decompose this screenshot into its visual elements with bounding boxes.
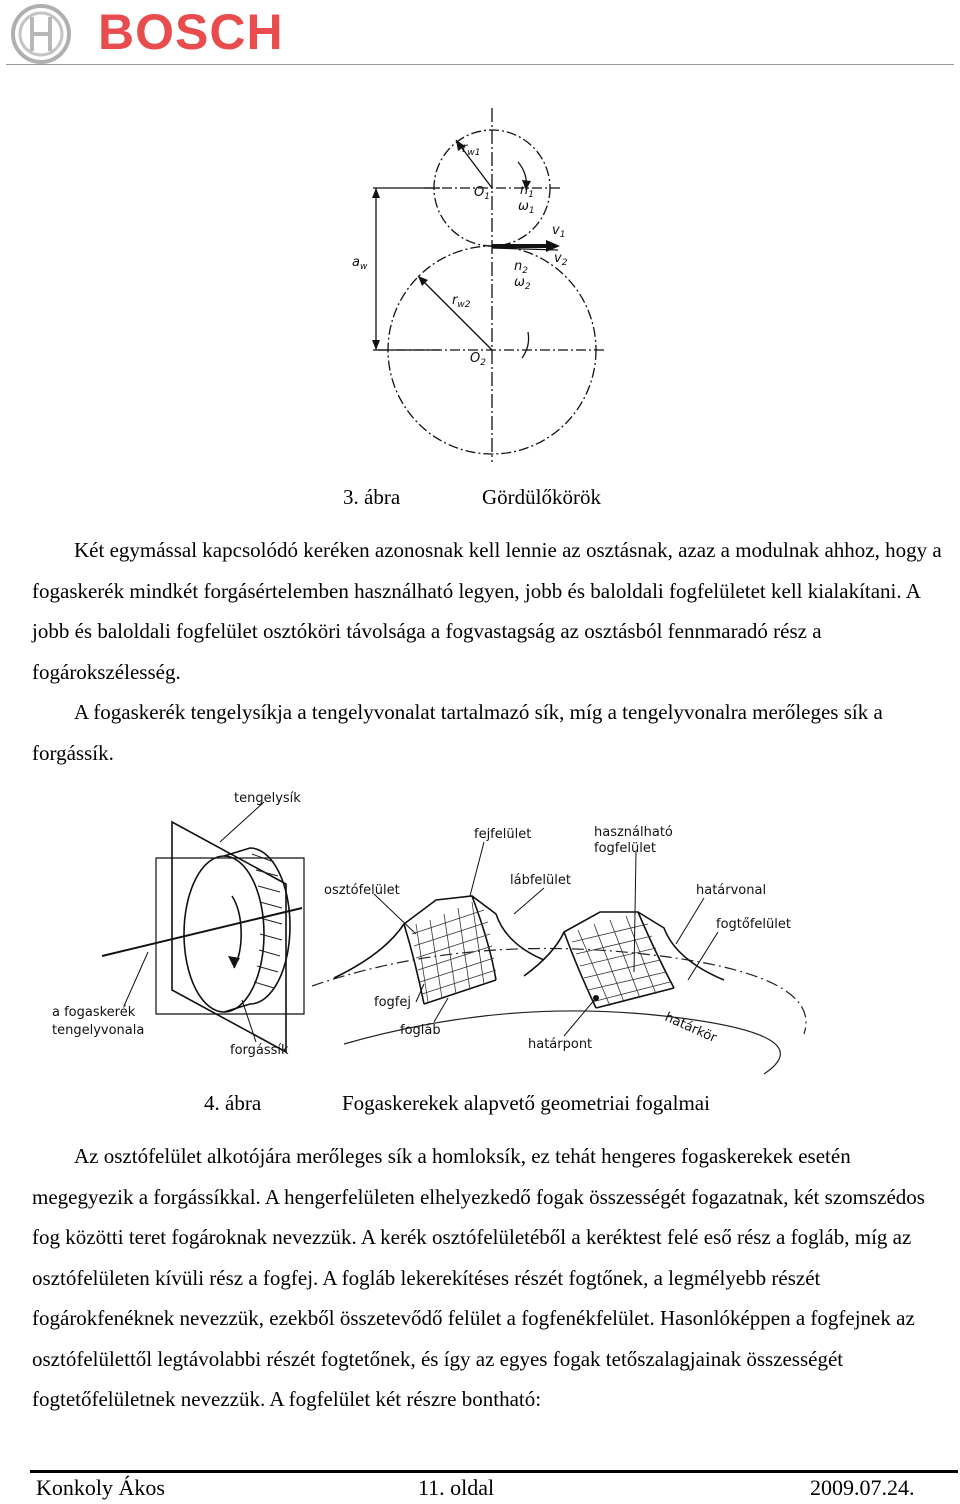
figure-3-caption-title: Gördülőkörök [482, 485, 601, 509]
label-o2: $O_2$ [470, 351, 486, 368]
label-hatarkor: határkör [662, 1009, 719, 1047]
figure-4-caption-number: 4. ábra [204, 1091, 262, 1115]
label-n2: $n_2$ [514, 259, 528, 276]
page-header [0, 0, 960, 66]
label-v1: $v_1$ [552, 223, 566, 240]
figure-3-rolling-circles [340, 100, 620, 470]
label-omega1: $\omega_1$ [518, 199, 535, 216]
footer-page-number: 11. oldal [418, 1475, 495, 1500]
label-hasznalhato-1: használható [594, 825, 673, 840]
label-foglab: fogláb [400, 1023, 441, 1038]
label-v2: $v_2$ [554, 251, 568, 268]
paragraph-1: Két egymással kapcsolódó keréken azonosnak kell lennie az osztásnak, azaz a modulnak ahhoz, hogy a fogaskerék mindkét forgásértelemben használható legyen, jobb és baloldali fogfelületet kell kialakítani. A jobb és baloldali fogfelület osztóköri távolsága a fogvastagság az osztásból fennmaradó rész a fogárokszélesség. [32, 538, 942, 684]
paragraph-2: A fogaskerék tengelysíkja a tengelyvonalat tartalmazó sík, míg a tengelyvonalra merőleges sík a forgássík. [32, 700, 883, 765]
label-tengelyvonal-2: tengelyvonala [52, 1023, 145, 1038]
figure-3-caption-number: 3. ábra [343, 485, 401, 509]
header-divider [6, 64, 954, 65]
label-labfelulet: lábfelület [510, 873, 571, 888]
label-rw1: $r_{w1}$ [462, 141, 481, 158]
label-hatarvonal: határvonal [696, 883, 767, 898]
label-n1: $n_1$ [520, 183, 534, 200]
label-osztofelulet: osztófelület [324, 883, 400, 898]
label-fejfelulet: fejfelület [474, 827, 532, 842]
label-fogfej: fogfej [374, 995, 411, 1010]
figure-4-gear-geometry [44, 784, 824, 1076]
label-omega2: $\omega_2$ [514, 275, 531, 292]
footer-date: 2009.07.24. [810, 1475, 915, 1500]
label-aw: $a_w$ [352, 255, 368, 272]
label-o1: $O_1$ [474, 185, 490, 202]
label-tengelysik: tengelysík [234, 791, 301, 806]
label-tengelyvonal-1: a fogaskerék [52, 1005, 136, 1020]
label-forgassik: forgássík [230, 1043, 289, 1058]
bosch-armature-icon [10, 3, 72, 65]
label-fogtofelulet: fogtőfelület [716, 917, 791, 932]
label-hatarpont: határpont [528, 1037, 593, 1052]
figure-4-caption-title: Fogaskerekek alapvető geometriai fogalmai [342, 1091, 710, 1115]
footer-author: Konkoly Ákos [36, 1475, 165, 1500]
footer-divider [30, 1470, 958, 1473]
gear-tooth-1 [334, 896, 544, 1004]
label-hasznalhato-2: fogfelület [594, 841, 656, 856]
bosch-logo-text: BOSCH [98, 4, 284, 60]
paragraph-3: Az osztófelület alkotójára merőleges sík a homloksík, ez tehát hengeres fogaskerekek esetén megegyezik a forgássíkkal. A hengerfelületen elhelyezkedő fogak összességét fogazatnak, két szomszédos fog közötti teret fogároknak nevezzük. A kerék osztófelületéből a keréktest felé eső rész a fogláb, míg az osztófelületen kívüli rész a fogfej. A fogláb lekerekítéses részét fogtőnek, a legmélyebb részét fogárokfenéknek nevezzük, ezekből összetevődő felület a fogfenékfelület. Hasonlóképpen a fogfejnek az osztófelülettől legtávolabbi részét fogtetőnek, és így az egyes fogak tetőszalagjainak összességét fogtetőfelületnek nevezzük. A fogfelület két részre bontható: [32, 1144, 925, 1411]
label-rw2: $r_{w2}$ [452, 293, 471, 310]
